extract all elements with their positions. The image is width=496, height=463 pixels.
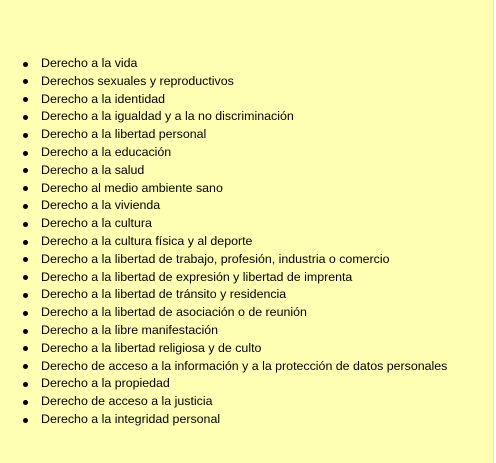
list-item-label: Derecho de acceso a la información y a la protección de datos personales — [41, 358, 448, 373]
bullet-icon — [23, 62, 28, 67]
list-item — [0, 215, 490, 233]
list-item — [0, 233, 490, 251]
bullet-icon — [23, 382, 28, 387]
list-item-label: Derecho a la libertad de asociación o de reunión — [41, 305, 307, 320]
list-item — [0, 411, 490, 429]
list-item-label: Derecho a la libre manifestación — [41, 322, 219, 337]
list-item — [0, 180, 490, 198]
bullet-icon — [23, 400, 28, 405]
bullet-icon — [23, 257, 28, 262]
list-item-label: Derecho a la identidad — [41, 91, 165, 106]
bullet-icon — [23, 133, 28, 138]
list-item-label: Derecho a la libertad de tránsito y residencia — [41, 287, 287, 302]
rights-list — [0, 55, 490, 429]
bullet-icon — [23, 311, 28, 316]
list-item — [0, 304, 490, 322]
list-item-label: Derecho a la libertad de expresión y libertad de imprenta — [41, 269, 353, 284]
bullet-icon — [23, 364, 28, 369]
list-item — [0, 144, 490, 162]
list-item-label: Derecho a la libertad de trabajo, profesión, industria o comercio — [41, 251, 390, 266]
list-item — [0, 375, 490, 393]
list-item — [0, 393, 490, 411]
bullet-icon — [23, 418, 28, 423]
list-item — [0, 340, 490, 358]
bullet-icon — [23, 222, 28, 227]
list-item-label: Derecho a la libertad religiosa y de culto — [41, 340, 262, 355]
list-item-label: Derecho a la vida — [41, 56, 138, 70]
bullet-icon — [23, 97, 28, 102]
list-item — [0, 358, 490, 376]
list-item — [0, 269, 490, 287]
bullet-icon — [23, 115, 28, 120]
list-item — [0, 55, 490, 73]
list-item — [0, 91, 490, 109]
bullet-icon — [23, 79, 28, 84]
list-item-label: Derecho a la vivienda — [41, 198, 161, 213]
bullet-icon — [23, 204, 28, 209]
bullet-icon — [23, 186, 28, 191]
list-item-label: Derecho de acceso a la justicia — [41, 394, 213, 409]
list-item-label: Derecho a la cultura física y al deporte — [41, 233, 253, 248]
bullet-icon — [23, 240, 28, 245]
list-item-label: Derecho al medio ambiente sano — [41, 180, 223, 195]
list-item-label: Derecho a la igualdad y a la no discriminación — [41, 109, 294, 124]
list-item-label: Derecho a la salud — [41, 162, 145, 177]
list-item — [0, 73, 490, 91]
list-item-label: Derechos sexuales y reproductivos — [41, 73, 234, 88]
list-item — [0, 108, 490, 126]
bullet-icon — [23, 346, 28, 351]
list-item-label: Derecho a la propiedad — [41, 376, 170, 391]
list-item-label: Derecho a la cultura — [41, 216, 152, 231]
bullet-icon — [23, 275, 28, 280]
bullet-icon — [23, 329, 28, 334]
bullet-icon — [23, 293, 28, 298]
bullet-icon — [23, 151, 28, 156]
list-item — [0, 251, 490, 269]
list-item — [0, 126, 490, 144]
list-item-label: Derecho a la integridad personal — [41, 411, 221, 426]
list-item-label: Derecho a la educación — [41, 144, 172, 159]
bullet-icon — [23, 168, 28, 173]
list-item — [0, 197, 490, 215]
list-item — [0, 162, 490, 180]
list-item-label: Derecho a la libertad personal — [41, 127, 207, 142]
list-item — [0, 322, 490, 340]
list-item — [0, 286, 490, 304]
